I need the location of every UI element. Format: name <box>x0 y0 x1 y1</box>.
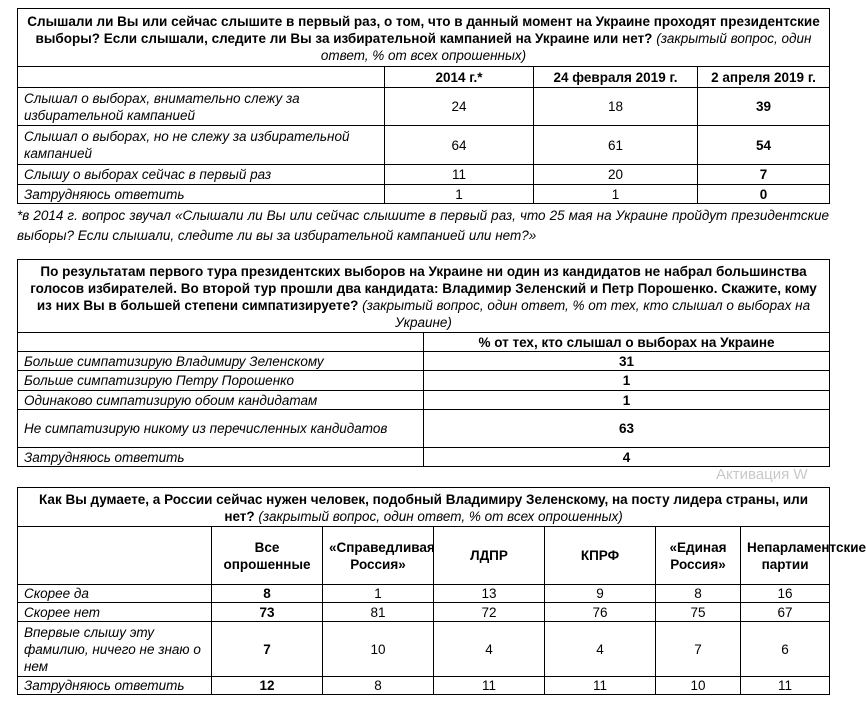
cell: 39 <box>698 88 830 126</box>
sympathy-table <box>17 259 830 467</box>
cell: 1 <box>534 185 698 204</box>
question-note: (закрытый вопрос, один ответ, % от всех опрошенных) <box>258 509 623 524</box>
cell: 6 <box>741 622 830 677</box>
col-header: «Единая Россия» <box>656 527 741 585</box>
question-note: (закрытый вопрос, один ответ, % от тех, кто слышал о выборах на Украине) <box>362 298 811 330</box>
table-row <box>18 185 830 204</box>
col-header: «Справедливая Россия» <box>323 527 434 585</box>
cell: 8 <box>323 677 434 695</box>
question-text: По результатам первого тура президентских выборов на Украине ни один из кандидатов не набрал большинства голосов избирателей. Во второй тур прошли два кандидата: Владимир Зеленский и Петр Порошенко. Скажите, кому из них Вы в большей степени симпатизируете? <box>30 264 817 313</box>
cell: 7 <box>656 622 741 677</box>
cell: 4 <box>434 622 545 677</box>
cell: 61 <box>534 126 698 165</box>
cell: 72 <box>434 603 545 622</box>
cell: 10 <box>323 622 434 677</box>
cell: 1 <box>323 585 434 603</box>
header-empty <box>18 527 212 585</box>
awareness-table <box>17 8 830 204</box>
cell: 1 <box>424 371 830 391</box>
row-label: Слышал о выборах, внимательно слежу за избирательной кампанией <box>18 88 385 126</box>
cell: 63 <box>424 410 830 448</box>
cell: 10 <box>656 677 741 695</box>
row-label: Затрудняюсь ответить <box>18 677 212 695</box>
header-empty <box>18 67 385 88</box>
table-row <box>18 448 830 467</box>
cell: 8 <box>212 585 323 603</box>
cell: 64 <box>385 126 534 165</box>
cell: 73 <box>212 603 323 622</box>
russia-leader-table <box>17 487 866 695</box>
cell: 4 <box>545 622 656 677</box>
row-label: Одинаково симпатизирую обоим кандидатам <box>18 391 424 410</box>
table-row <box>18 585 830 603</box>
question-text: Слышали ли Вы или сейчас слышите в первый раз, о том, что в данный момент на Украине проходят президентские выборы? Если слышали, следите ли Вы за избирательной кампанией на Украине или нет? <box>27 14 820 46</box>
table-row <box>18 677 830 695</box>
header-empty <box>18 333 424 352</box>
col-header: % от тех, кто слышал о выборах на Украине <box>424 333 830 352</box>
table-row <box>18 126 830 165</box>
sympathy-question <box>18 260 830 333</box>
col-header: ЛДПР <box>434 527 545 585</box>
col-header: 24 февраля 2019 г. <box>534 67 698 88</box>
cell: 67 <box>741 603 830 622</box>
cell: 11 <box>434 677 545 695</box>
table-row <box>18 410 830 448</box>
row-label: Слышу о выборах сейчас в первый раз <box>18 165 385 185</box>
table-row <box>18 88 830 126</box>
row-label: Затрудняюсь ответить <box>18 185 385 204</box>
cell: 8 <box>656 585 741 603</box>
cell: 20 <box>534 165 698 185</box>
question-text: Как Вы думаете, а России сейчас нужен человек, подобный Владимиру Зеленскому, на посту лидера страны, или нет? <box>39 492 809 524</box>
cell: 9 <box>545 585 656 603</box>
table-row <box>18 391 830 410</box>
footnote: *в 2014 г. вопрос звучал «Слышали ли Вы или сейчас слышите в первый раз, что 25 мая на Украине пройдут президентские выборы? Если слышали, следите ли вы за избирательной кампанией или нет?» <box>17 208 829 243</box>
row-label: Впервые слышу эту фамилию, ничего не знаю о нем <box>18 622 212 677</box>
table-row <box>18 371 830 391</box>
row-label: Не симпатизирую никому из перечисленных кандидатов <box>18 410 424 448</box>
col-header: КПРФ <box>545 527 656 585</box>
cell: 11 <box>385 165 534 185</box>
col-header: Непарламентские партии <box>741 527 830 585</box>
cell: 11 <box>741 677 830 695</box>
cell: 7 <box>698 165 830 185</box>
col-header: 2014 г.* <box>385 67 534 88</box>
col-header: Все опрошенные <box>212 527 323 585</box>
row-label: Больше симпатизирую Петру Порошенко <box>18 371 424 391</box>
cell: 4 <box>424 448 830 467</box>
cell: 0 <box>698 185 830 204</box>
cell: 1 <box>385 185 534 204</box>
col-header: 2 апреля 2019 г. <box>698 67 830 88</box>
cell: 12 <box>212 677 323 695</box>
question-note: (закрытый вопрос, один ответ, % от всех опрошенных) <box>320 31 812 63</box>
table-row <box>18 352 830 371</box>
russia-leader-question <box>18 488 830 527</box>
cell: 16 <box>741 585 830 603</box>
cell: 18 <box>534 88 698 126</box>
row-label: Скорее нет <box>18 603 212 622</box>
cell: 76 <box>545 603 656 622</box>
awareness-question <box>18 9 830 67</box>
cell: 13 <box>434 585 545 603</box>
cell: 81 <box>323 603 434 622</box>
activation-watermark: Активация W <box>716 466 808 483</box>
table-row <box>18 603 830 622</box>
row-label: Скорее да <box>18 585 212 603</box>
cell: 24 <box>385 88 534 126</box>
cell: 75 <box>656 603 741 622</box>
row-label: Затрудняюсь ответить <box>18 448 424 467</box>
table-row <box>18 165 830 185</box>
cell: 1 <box>424 391 830 410</box>
table-row <box>18 622 830 677</box>
cell: 7 <box>212 622 323 677</box>
row-label: Больше симпатизирую Владимиру Зеленскому <box>18 352 424 371</box>
row-label: Слышал о выборах, но не слежу за избирательной кампанией <box>18 126 385 165</box>
cell: 31 <box>424 352 830 371</box>
cell: 54 <box>698 126 830 165</box>
cell: 11 <box>545 677 656 695</box>
